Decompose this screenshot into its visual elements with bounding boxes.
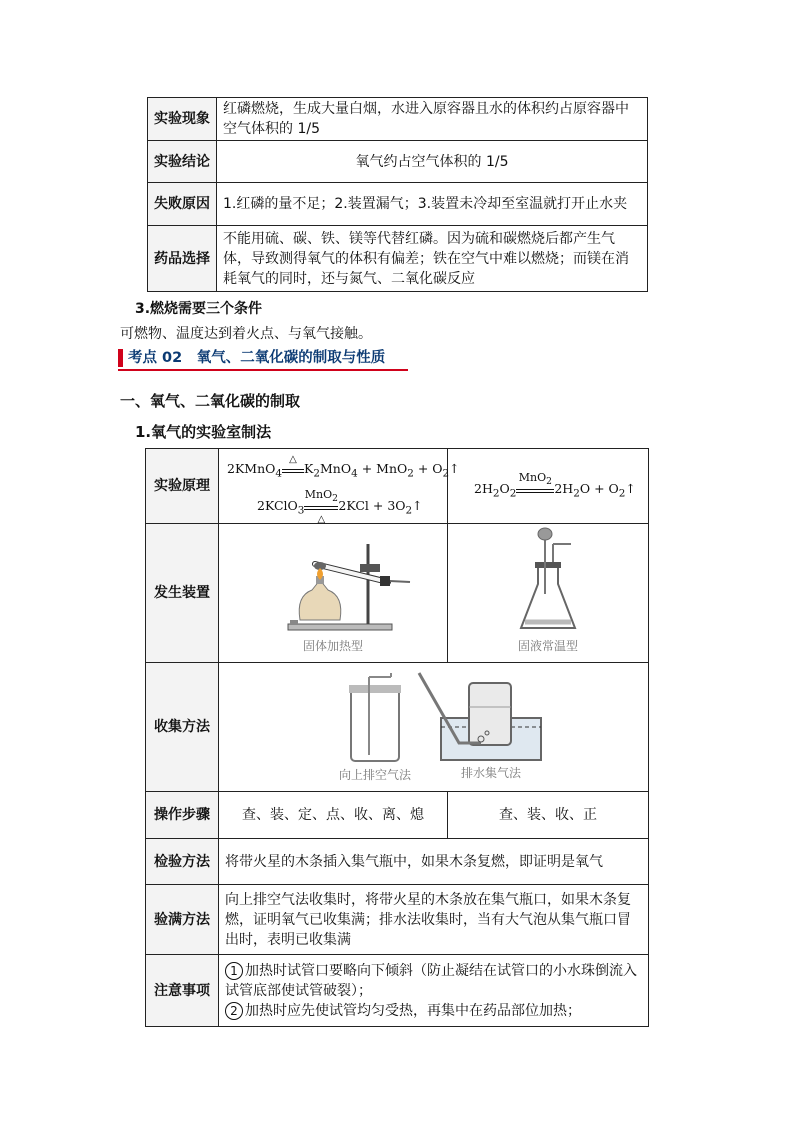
note-1-mark: 1 <box>225 962 243 980</box>
row-content-failure: 1.红磷的量不足；2.装置漏气；3.装置未冷却至室温就打开止水夹 <box>217 183 648 226</box>
kaodian-underline <box>118 369 408 371</box>
row-head-phenomenon: 实验现象 <box>148 98 217 141</box>
head-steps: 操作步骤 <box>146 792 219 839</box>
note-2-mark: 2 <box>225 1002 243 1020</box>
head-collect: 收集方法 <box>146 663 219 792</box>
oxygen-preparation-table <box>145 448 649 1027</box>
principle-kmno4-kclo3 <box>219 449 460 525</box>
heading-2: 1.氧气的实验室制法 <box>135 423 272 441</box>
kaodian-bar <box>118 349 123 367</box>
head-principle: 实验原理 <box>146 449 219 524</box>
solid-heating-apparatus-illustration <box>220 524 446 656</box>
head-full: 验满方法 <box>146 885 219 955</box>
section-3-text: 可燃物、温度达到着火点、与氧气接触。 <box>120 326 372 342</box>
row-head-conclusion: 实验结论 <box>148 141 217 183</box>
caption-solid-liquid: 固液常温型 <box>517 639 579 653</box>
collect-methods <box>219 663 649 792</box>
row-head-failure: 失败原因 <box>148 183 217 226</box>
kaodian-label: 考点 02 氧气、二氧化碳的制取与性质 <box>128 350 386 366</box>
caption-water-displacement: 排水集气法 <box>460 766 522 780</box>
caption-upward-air: 向上排空气法 <box>338 768 412 782</box>
steps-h2o2: 查、装、收、正 <box>448 792 649 839</box>
full-content: 向上排空气法收集时，将带火星的木条放在集气瓶口，如果木条复燃，证明氧气已收集满；排水法收集时，当有大气泡从集气瓶口冒出时，表明已收集满 <box>219 885 649 955</box>
head-notes: 注意事项 <box>146 955 219 1027</box>
head-test: 检验方法 <box>146 839 219 885</box>
notes-content <box>219 955 649 1027</box>
test-content: 将带火星的木条插入集气瓶中，如果木条复燃，即证明是氧气 <box>219 839 649 885</box>
collection-methods-illustration <box>219 663 645 785</box>
solid-liquid-apparatus-illustration <box>453 524 643 656</box>
row-head-reagent: 药品选择 <box>148 226 217 292</box>
generator-solid-liquid <box>448 524 649 663</box>
row-content-phenomenon: 红磷燃烧，生成大量白烟，水进入原容器且水的体积约占原容器中空气体积的 1/5 <box>217 98 648 141</box>
equation-kmno4: 2KMnO$_4$ △ $K_2MnO_4 + MnO_2$ + $O_2↑$ <box>227 454 460 480</box>
row-content-conclusion: 氧气约占空气体积的 1/5 <box>217 141 648 183</box>
note-1: 1 加热时试管口要略向下倾斜（防止凝结在试管口的小水珠倒流入试管底部使试管破裂）； <box>225 962 637 999</box>
equation-h2o2: $2H_2O_2$ MnO$_2$ $2H_2O$ + $O_2↑$ <box>474 471 636 500</box>
section-3-title: 3.燃烧需要三个条件 <box>135 301 263 317</box>
air-oxygen-experiment-table <box>147 97 648 292</box>
principle-h2o2 <box>448 449 649 524</box>
heading-1: 一、氧气、二氧化碳的制取 <box>120 392 301 410</box>
head-generator: 发生装置 <box>146 524 219 663</box>
row-content-reagent: 不能用硫、碳、铁、镁等代替红磷。因为硫和碳燃烧后都产生气体，导致测得氧气的体积有偏差；铁在空气中难以燃烧；而镁在消耗氧气的同时，还与氮气、二氧化碳反应 <box>217 226 648 292</box>
generator-solid-heat <box>219 524 448 663</box>
note-2: 2 加热时应先使试管均匀受热，再集中在药品部位加热； <box>225 1001 642 1021</box>
kaodian-heading <box>118 348 408 368</box>
caption-solid-heat: 固体加热型 <box>302 639 364 653</box>
steps-kmno4: 查、装、定、点、收、离、熄 <box>219 792 448 839</box>
equation-kclo3: 2KClO$_3$ MnO$_2$ △ $2KCl + 3O_2↑$ <box>257 488 423 525</box>
